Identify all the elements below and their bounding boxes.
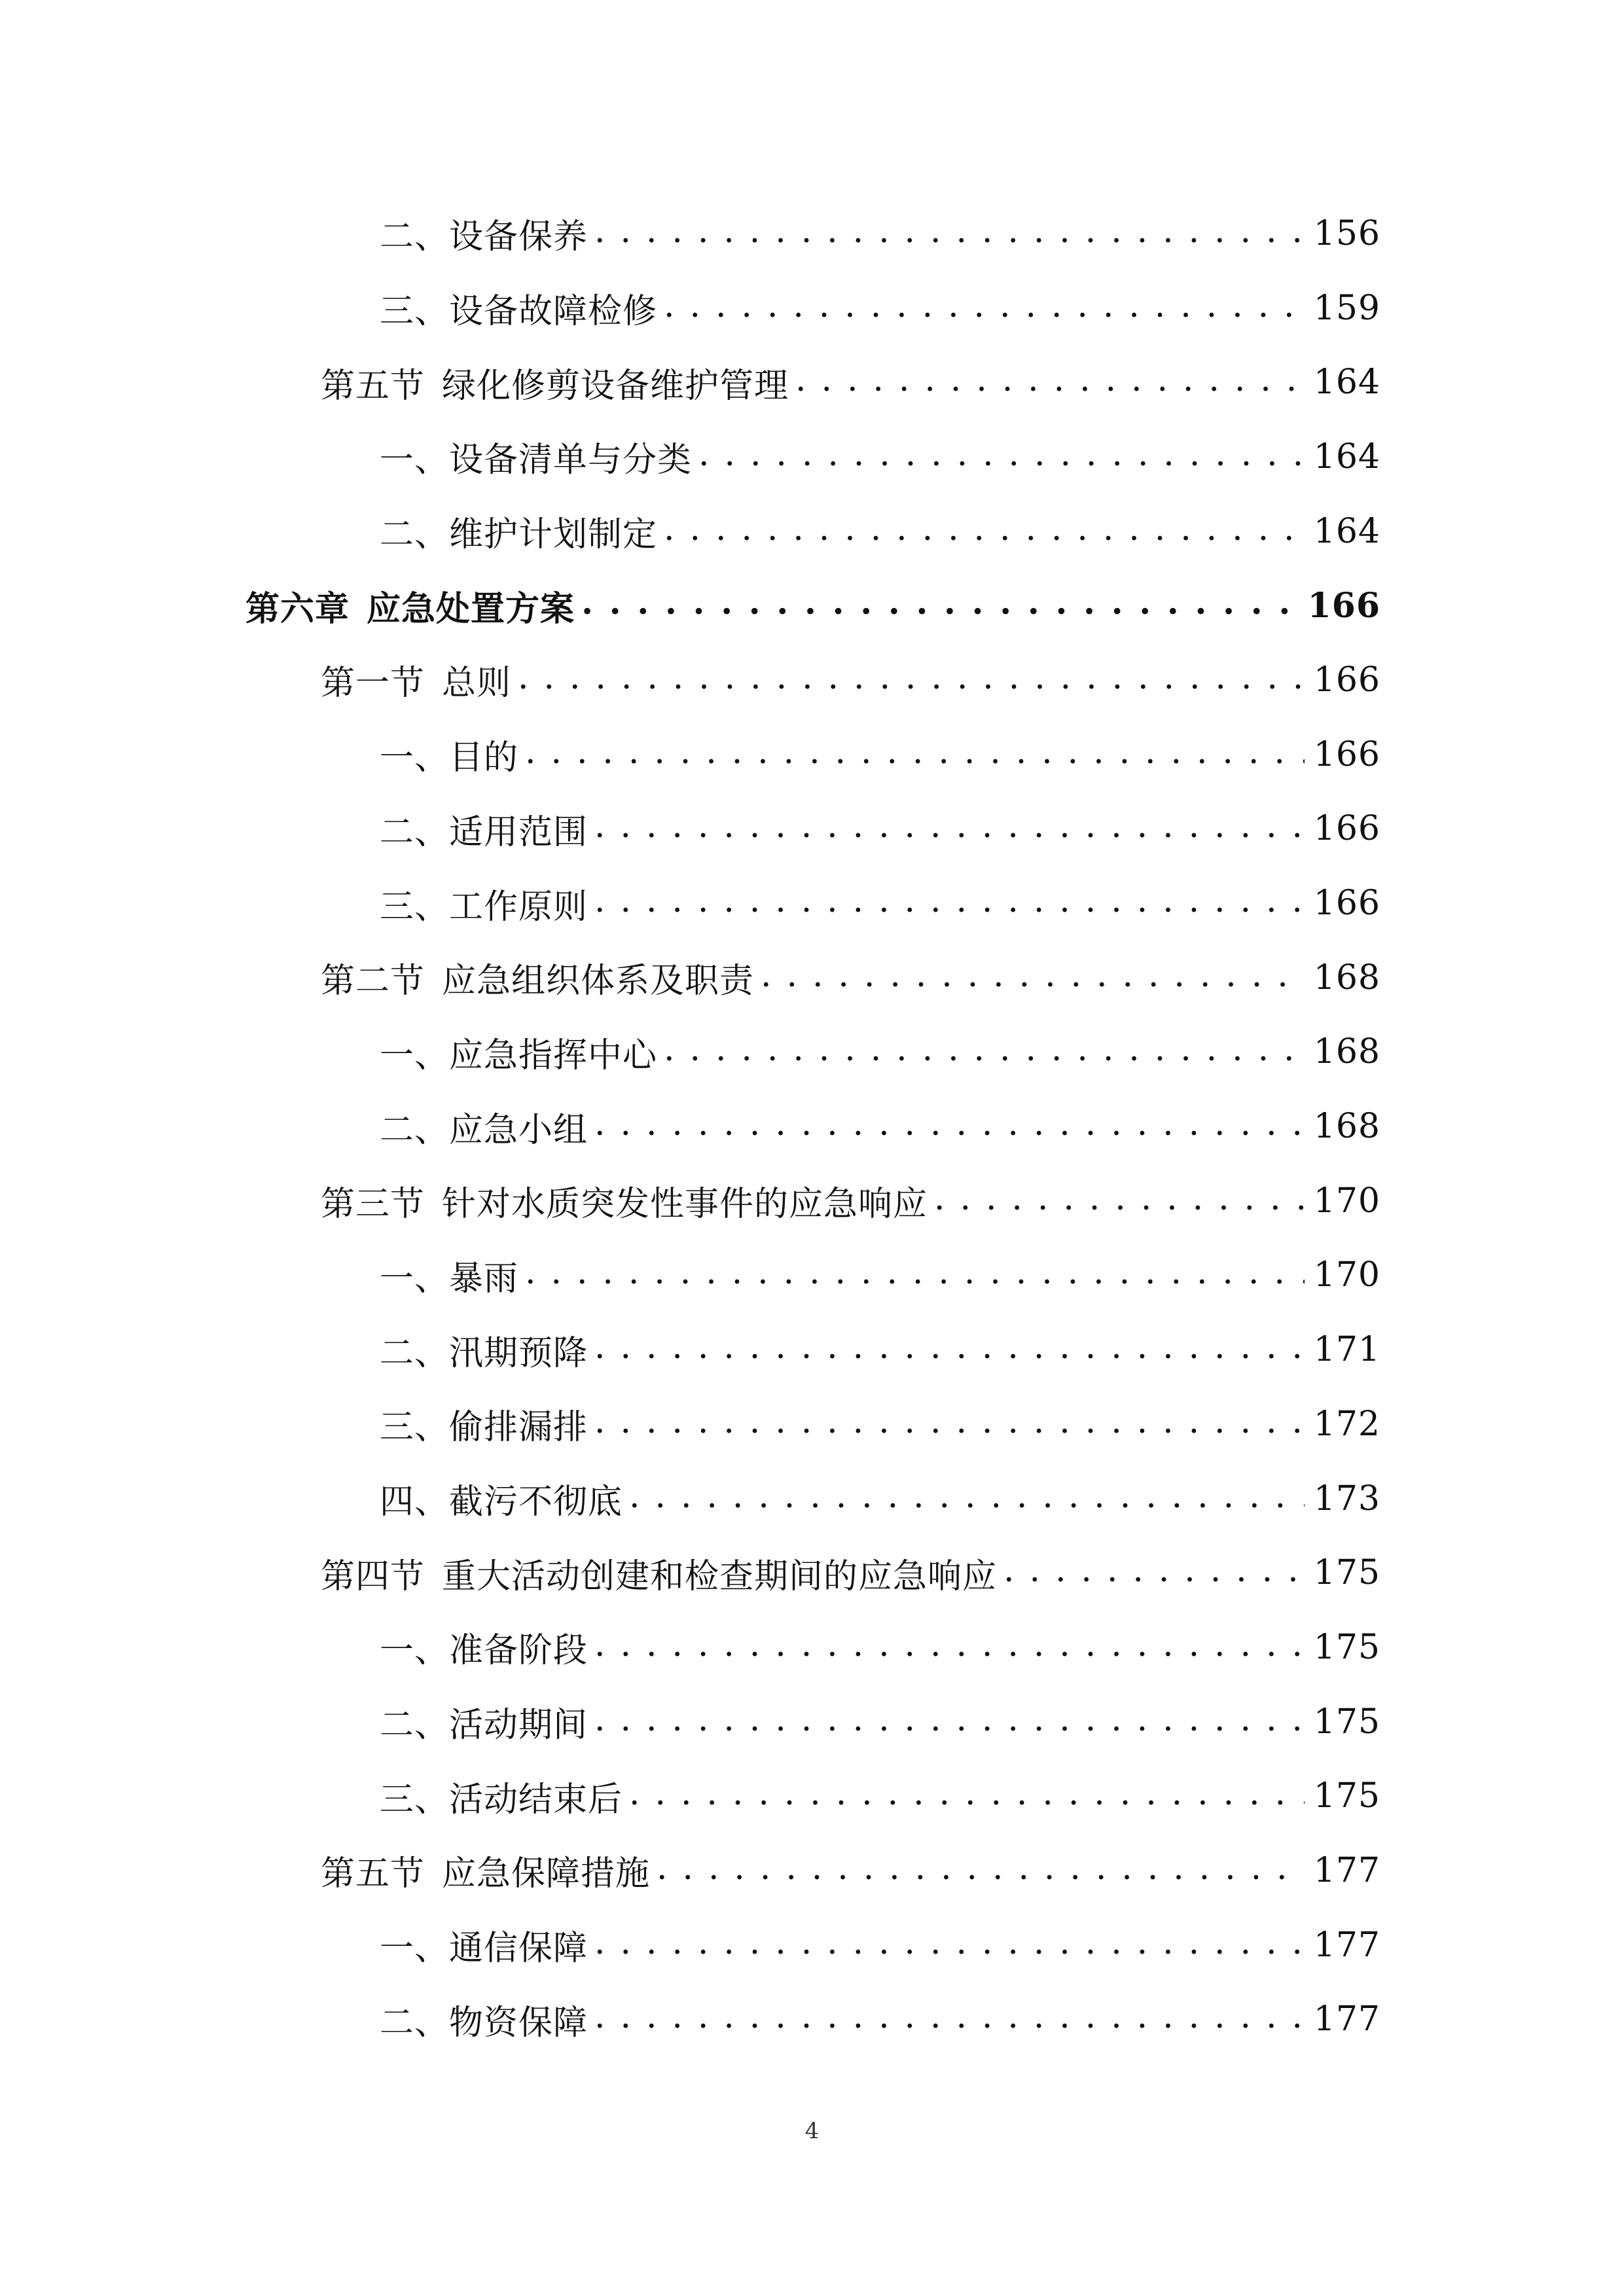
- toc-entry-label: [380, 209, 588, 258]
- toc-entry-title: 工作原则: [449, 887, 588, 927]
- toc-entry-label: [380, 730, 518, 779]
- toc-entry-page: 166: [1313, 884, 1380, 924]
- toc-entry-label: [380, 1995, 588, 2044]
- toc-entry-title: 维护计划制定: [449, 515, 658, 555]
- toc-entry-prefix: 二、: [380, 1706, 450, 1746]
- toc-entry-page: 164: [1313, 363, 1380, 403]
- toc-entry-page: 156: [1313, 213, 1380, 253]
- toc-subsection-entry[interactable]: [0, 1387, 1624, 1462]
- toc-dot-leader: [594, 2002, 1305, 2036]
- toc-entry-title: 活动结束后: [449, 1780, 623, 1820]
- toc-entry-title: 截污不彻底: [449, 1482, 623, 1522]
- toc-entry-label: [380, 1399, 588, 1448]
- toc-entry-page: 177: [1313, 1925, 1380, 1965]
- toc-dot-leader: [657, 1854, 1305, 1888]
- toc-entry-prefix: 一、: [380, 738, 450, 778]
- toc-subsection-entry[interactable]: [0, 196, 1624, 271]
- toc-dot-leader: [594, 217, 1305, 251]
- toc-entry-title: 汛期预降: [449, 1333, 588, 1373]
- toc-entry-page: 175: [1313, 1702, 1380, 1742]
- toc-entry-title: 设备保养: [449, 217, 588, 257]
- toc-entry-page: 171: [1313, 1330, 1380, 1370]
- toc-entry-page: 166: [1313, 809, 1380, 849]
- toc-entry-label: [380, 1697, 588, 1746]
- toc-entry-prefix: 四、: [380, 1482, 450, 1522]
- toc-dot-leader: [761, 961, 1305, 995]
- table-of-contents: [0, 196, 1624, 2056]
- toc-entry-label: [380, 1920, 588, 1969]
- toc-entry-prefix: 二、: [380, 812, 450, 852]
- toc-subsection-entry[interactable]: [0, 1238, 1624, 1313]
- toc-entry-prefix: 一、: [380, 1259, 450, 1299]
- toc-dot-leader: [525, 1258, 1305, 1292]
- toc-subsection-entry[interactable]: [0, 1610, 1624, 1685]
- toc-entry-label: [380, 507, 657, 556]
- toc-entry-page: 168: [1313, 958, 1380, 997]
- toc-subsection-entry[interactable]: [0, 1685, 1624, 1759]
- toc-entry-prefix: 第六章: [245, 588, 350, 629]
- toc-subsection-entry[interactable]: [0, 1759, 1624, 1833]
- toc-entry-label: [321, 1176, 928, 1225]
- toc-entry-page: 177: [1313, 2000, 1380, 2039]
- toc-entry-prefix: 三、: [380, 1408, 450, 1448]
- toc-entry-title: 准备阶段: [449, 1631, 588, 1671]
- toc-dot-leader: [594, 1109, 1305, 1143]
- toc-entry-title: 偷排漏排: [449, 1408, 588, 1448]
- toc-dot-leader: [629, 1779, 1305, 1813]
- toc-subsection-entry[interactable]: [0, 494, 1624, 569]
- toc-dot-leader: [664, 291, 1305, 325]
- toc-entry-title: 适用范围: [449, 812, 588, 852]
- toc-entry-label: [380, 432, 692, 481]
- toc-entry-title: 总则: [442, 664, 512, 704]
- toc-entry-prefix: 二、: [380, 217, 450, 257]
- toc-entry-label: [321, 358, 789, 407]
- toc-entry-label: [380, 1474, 623, 1523]
- toc-entry-label: [321, 1846, 650, 1895]
- toc-section-entry[interactable]: [0, 1535, 1624, 1610]
- toc-entry-title: 绿化修剪设备维护管理: [442, 366, 789, 406]
- toc-entry-prefix: 二、: [380, 1333, 450, 1373]
- toc-subsection-entry[interactable]: [0, 1015, 1624, 1090]
- toc-subsection-entry[interactable]: [0, 271, 1624, 346]
- toc-subsection-entry[interactable]: [0, 1312, 1624, 1387]
- toc-section-entry[interactable]: [0, 643, 1624, 717]
- toc-entry-page: 168: [1313, 1032, 1380, 1072]
- toc-entry-prefix: 第五节: [321, 366, 425, 406]
- toc-dot-leader: [594, 812, 1305, 846]
- toc-dot-leader: [594, 1333, 1305, 1367]
- toc-entry-prefix: 一、: [380, 440, 450, 480]
- toc-subsection-entry[interactable]: [0, 792, 1624, 867]
- toc-dot-leader: [518, 663, 1305, 697]
- toc-dot-leader: [581, 588, 1298, 622]
- toc-entry-page: 164: [1313, 511, 1380, 551]
- toc-entry-label: [321, 953, 754, 1002]
- toc-subsection-entry[interactable]: [0, 1462, 1624, 1536]
- toc-entry-label: [321, 1549, 997, 1598]
- toc-entry-prefix: 三、: [380, 887, 450, 927]
- toc-dot-leader: [698, 440, 1305, 474]
- toc-entry-label: [380, 1251, 518, 1300]
- toc-dot-leader: [594, 886, 1305, 920]
- toc-entry-label: [380, 1623, 588, 1672]
- toc-entry-label: [380, 1325, 588, 1374]
- toc-entry-page: 168: [1313, 1107, 1380, 1147]
- toc-subsection-entry[interactable]: [0, 1982, 1624, 2057]
- toc-entry-prefix: 第五节: [321, 1854, 425, 1894]
- toc-entry-prefix: 二、: [380, 1110, 450, 1150]
- toc-dot-leader: [594, 1630, 1305, 1664]
- toc-dot-leader: [795, 365, 1305, 399]
- toc-dot-leader: [594, 1407, 1305, 1441]
- page-number: 4: [804, 2118, 820, 2144]
- toc-section-entry[interactable]: [0, 1833, 1624, 1908]
- toc-entry-title: 应急保障措施: [442, 1854, 651, 1894]
- toc-entry-page: 172: [1313, 1404, 1380, 1444]
- toc-entry-label: [321, 655, 511, 704]
- toc-entry-title: 活动期间: [449, 1706, 588, 1746]
- toc-dot-leader: [629, 1482, 1305, 1516]
- toc-entry-page: 173: [1313, 1479, 1380, 1518]
- toc-dot-leader: [664, 1035, 1305, 1069]
- toc-subsection-entry[interactable]: [0, 1908, 1624, 1982]
- toc-entry-prefix: 一、: [380, 1929, 450, 1969]
- toc-entry-prefix: 三、: [380, 1780, 450, 1820]
- toc-entry-page: 166: [1307, 585, 1380, 626]
- toc-entry-label: [380, 1028, 657, 1077]
- toc-entry-title: 设备清单与分类: [449, 440, 693, 480]
- toc-entry-page: 164: [1313, 437, 1380, 476]
- toc-entry-page: 170: [1313, 1181, 1380, 1221]
- toc-entry-title: 通信保障: [449, 1929, 588, 1969]
- toc-entry-prefix: 一、: [380, 1631, 450, 1671]
- toc-entry-title: 重大活动创建和检查期间的应急响应: [442, 1556, 998, 1596]
- toc-dot-leader: [664, 514, 1305, 548]
- toc-entry-page: 170: [1313, 1255, 1380, 1295]
- toc-entry-prefix: 一、: [380, 1035, 450, 1075]
- toc-entry-prefix: 第三节: [321, 1185, 425, 1225]
- toc-chapter-entry[interactable]: [0, 568, 1624, 643]
- toc-entry-page: 166: [1313, 660, 1380, 700]
- toc-entry-label: [380, 1102, 588, 1151]
- toc-entry-page: 166: [1313, 734, 1380, 774]
- toc-dot-leader: [525, 738, 1305, 772]
- toc-entry-label: [380, 283, 657, 332]
- toc-entry-title: 应急组织体系及职责: [442, 961, 755, 1001]
- toc-entry-title: 应急处置方案: [367, 588, 575, 629]
- toc-entry-prefix: 第四节: [321, 1556, 425, 1596]
- toc-dot-leader: [594, 1928, 1305, 1962]
- toc-dot-leader: [1003, 1556, 1305, 1590]
- toc-entry-page: 175: [1313, 1553, 1380, 1593]
- toc-entry-title: 设备故障检修: [449, 292, 658, 332]
- toc-entry-title: 应急指挥中心: [449, 1035, 658, 1075]
- toc-entry-title: 暴雨: [449, 1259, 519, 1299]
- toc-entry-prefix: 第二节: [321, 961, 425, 1001]
- toc-entry-label: [380, 879, 588, 928]
- toc-entry-label: [380, 804, 588, 853]
- toc-entry-page: 159: [1313, 288, 1380, 328]
- toc-subsection-entry[interactable]: [0, 866, 1624, 941]
- toc-entry-prefix: 三、: [380, 292, 450, 332]
- toc-entry-title: 目的: [449, 738, 519, 778]
- toc-entry-title: 应急小组: [449, 1110, 588, 1150]
- toc-entry-prefix: 二、: [380, 2003, 450, 2043]
- toc-subsection-entry[interactable]: [0, 1089, 1624, 1164]
- toc-entry-title: 物资保障: [449, 2003, 588, 2043]
- toc-dot-leader: [594, 1705, 1305, 1739]
- toc-dot-leader: [934, 1184, 1305, 1218]
- toc-entry-label: [245, 581, 575, 630]
- toc-entry-page: 177: [1313, 1850, 1380, 1890]
- toc-section-entry[interactable]: [0, 345, 1624, 420]
- toc-entry-page: 175: [1313, 1776, 1380, 1816]
- toc-subsection-entry[interactable]: [0, 717, 1624, 792]
- toc-entry-prefix: 二、: [380, 515, 450, 555]
- toc-section-entry[interactable]: [0, 941, 1624, 1015]
- toc-entry-page: 175: [1313, 1627, 1380, 1667]
- toc-entry-label: [380, 1772, 623, 1821]
- toc-entry-prefix: 第一节: [321, 664, 425, 704]
- toc-subsection-entry[interactable]: [0, 420, 1624, 494]
- toc-section-entry[interactable]: [0, 1164, 1624, 1238]
- toc-entry-title: 针对水质突发性事件的应急响应: [442, 1185, 928, 1225]
